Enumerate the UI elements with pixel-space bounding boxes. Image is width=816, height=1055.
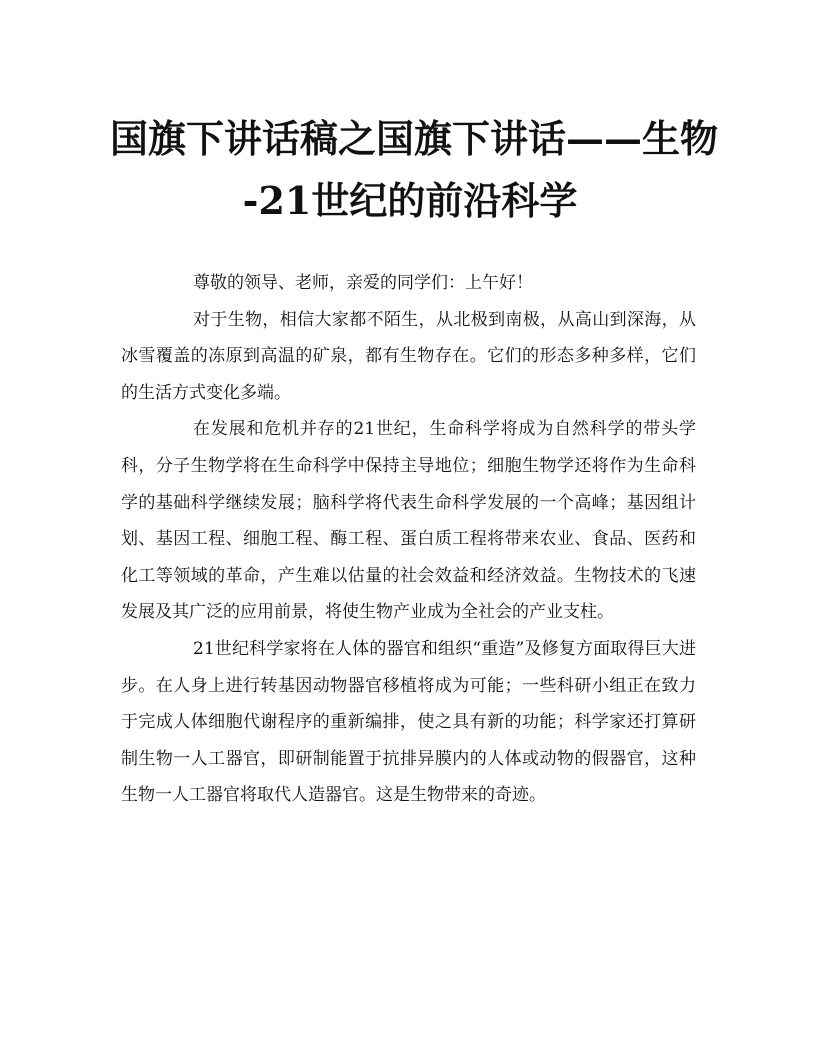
title-line-2: -21世纪的前沿科学: [242, 178, 578, 223]
document-body: [121, 265, 696, 814]
paragraph-greeting: 尊敬的领导、老师，亲爱的同学们：上午好！: [193, 273, 533, 293]
paragraph-organ-rebuild: 21世纪科学家将在人体的器官和组织“重造”及修复方面取得巨大进步。在人身上进行转基因动物器官移植将成为可能；一些科研小组正在致力于完成人体细胞代谢程序的重新编排，使之具有新的功能；科学家还打算研制生物一人工器官，即研制能置于抗排异膜内的人体或动物的假器官，这种生物一人工器官将取代人造器官。这是生物带来的奇迹。: [121, 638, 696, 806]
document-title: [110, 108, 719, 232]
paragraph-intro: 对于生物，相信大家都不陌生，从北极到南极，从高山到深海，从冰雪覆盖的冻原到高温的矿泉，都有生物存在。它们的形态多种多样，它们的生活方式变化多端。: [121, 309, 696, 403]
paragraph-life-science: 在发展和危机并存的21世纪，生命科学将成为自然科学的带头学科，分子生物学将在生命科学中保持主导地位；细胞生物学还将作为生命科学的基础科学继续发展；脑科学将代表生命科学发展的一个高峰；基因组计划、基因工程、细胞工程、酶工程、蛋白质工程将带来农业、食品、医药和化工等领域的革命，产生难以估量的社会效益和经济效益。生物技术的飞速发展及其广泛的应用前景，将使生物产业成为全社会的产业支柱。: [121, 419, 696, 623]
title-line-1: 国旗下讲话稿之国旗下讲话——生物: [110, 116, 719, 161]
